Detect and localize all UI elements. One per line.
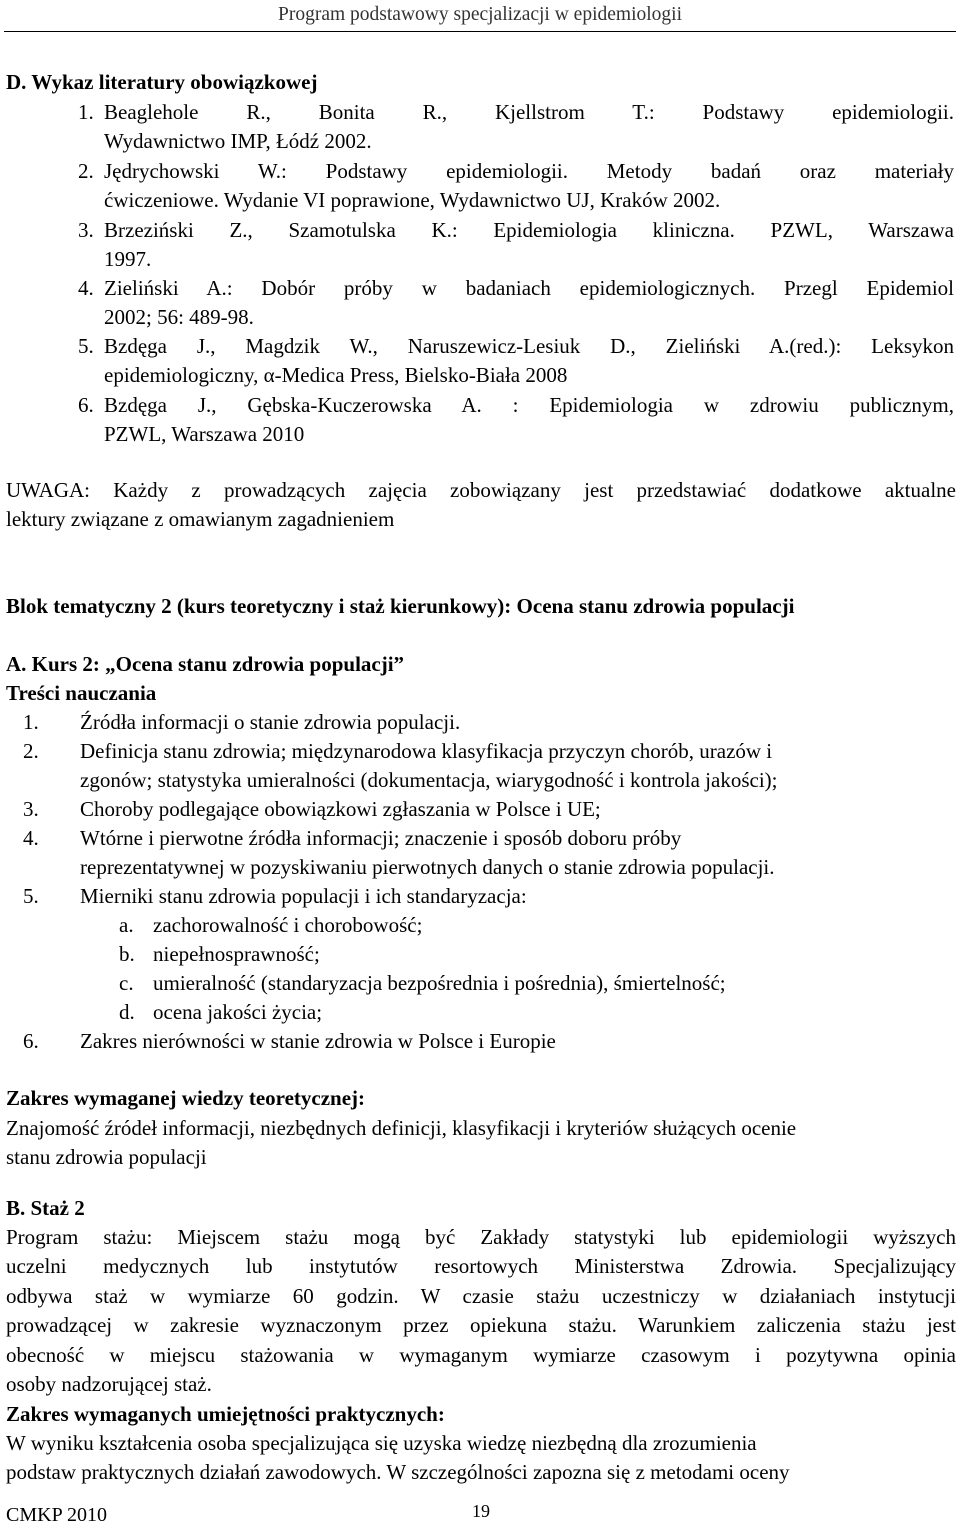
course-subitem-text: zachorowalność i chorobowość; <box>153 913 423 937</box>
course-title: A. Kurs 2: „Ocena stanu zdrowia populacji” <box>6 652 405 676</box>
literature-item-number: 4. <box>78 276 94 300</box>
literature-item-line: Zieliński A.: Dobór próby w badaniach epidemiologicznych. Przegl Epidemiol <box>104 276 954 300</box>
literature-item-line: Jędrychowski W.: Podstawy epidemiologii. Metody badań oraz materiały <box>104 159 954 183</box>
course-item-text: Źródła informacji o stanie zdrowia populacji. <box>80 710 461 734</box>
page-number: 19 <box>472 1501 490 1521</box>
knowledge-heading: Zakres wymaganej wiedzy teoretycznej: <box>6 1086 366 1110</box>
literature-item <box>78 216 954 275</box>
literature-item-line: Wydawnictwo IMP, Łódź 2002. <box>104 129 372 154</box>
course-item-number: 1. <box>23 710 39 734</box>
literature-note <box>6 476 956 535</box>
course-item-text: Mierniki stanu zdrowia populacji i ich standaryzacja: <box>80 884 527 908</box>
skills-paragraph <box>6 1429 956 1488</box>
literature-item-line: 2002; 56: 489-98. <box>104 305 254 330</box>
course-item-text: Wtórne i pierwotne źródła informacji; znaczenie i sposób doboru próby <box>80 826 682 850</box>
course-item-number: 2. <box>23 739 39 763</box>
skills-heading: Zakres wymaganych umiejętności praktycznych: <box>6 1402 445 1426</box>
literature-item-line: Brzeziński Z., Szamotulska K.: Epidemiologia kliniczna. PZWL, Warszawa <box>104 218 954 242</box>
header-rule <box>4 31 956 32</box>
course-item-number: 6. <box>23 1029 39 1053</box>
content-heading: Treści nauczania <box>6 681 157 705</box>
literature-item-number: 5. <box>78 334 94 358</box>
course-subitem-letter: a. <box>119 913 134 937</box>
course-item-number: 4. <box>23 826 39 850</box>
internship-program-line: prowadzącej w zakresie wyznaczonym przez opiekuna stażu. Warunkiem zaliczenia stażu jest <box>6 1313 956 1338</box>
knowledge-paragraph <box>6 1114 956 1173</box>
literature-note-line: UWAGA: Każdy z prowadzących zajęcia zobowiązany jest przedstawiać dodatkowe aktualne <box>6 478 956 502</box>
literature-item-line: epidemiologiczny, α-Medica Press, Bielsko-Biała 2008 <box>104 363 568 388</box>
block-title: Blok tematyczny 2 (kurs teoretyczny i staż kierunkowy): Ocena stanu zdrowia populacji <box>6 594 795 618</box>
literature-item-number: 1. <box>78 100 94 124</box>
internship-program <box>6 1223 956 1399</box>
course-subitem-text: umieralność (standaryzacja bezpośrednia i pośrednia), śmiertelność; <box>153 971 726 995</box>
course-item-number: 5. <box>23 884 39 908</box>
knowledge-line: stanu zdrowia populacji <box>6 1145 207 1170</box>
course-subitem-letter: c. <box>119 971 134 995</box>
course-item-continuation: reprezentatywnej w pozyskiwaniu pierwotnych danych o stanie zdrowia populacji. <box>80 855 775 879</box>
course-subitem-letter: b. <box>119 942 135 966</box>
course-item-continuation: zgonów; statystyka umieralności (dokumentacja, wiarygodność i kontrola jakości); <box>80 768 778 792</box>
course-subitem-letter: d. <box>119 1000 135 1024</box>
internship-program-line: osoby nadzorującej staż. <box>6 1372 212 1397</box>
literature-item-line: Bzdęga J., Magdzik W., Naruszewicz-Lesiuk D., Zieliński A.(red.): Leksykon <box>104 334 954 358</box>
course-item-text: Choroby podlegające obowiązkowi zgłaszania w Polsce i UE; <box>80 797 601 821</box>
literature-item <box>78 98 954 157</box>
literature-item <box>78 274 954 333</box>
literature-item <box>78 391 954 450</box>
literature-item-number: 2. <box>78 159 94 183</box>
literature-heading: D. Wykaz literatury obowiązkowej <box>6 70 318 94</box>
literature-item-line: ćwiczeniowe. Wydanie VI poprawione, Wydawnictwo UJ, Kraków 2002. <box>104 188 721 213</box>
course-subitem-text: ocena jakości życia; <box>153 1000 323 1024</box>
skills-line: W wyniku kształcenia osoba specjalizująca się uzyska wiedzę niezbędną dla zrozumienia <box>6 1431 757 1455</box>
literature-item-line: Bzdęga J., Gębska-Kuczerowska A. : Epidemiologia w zdrowiu publicznym, <box>104 393 954 417</box>
course-item-text: Definicja stanu zdrowia; międzynarodowa klasyfikacja przyczyn chorób, urazów i <box>80 739 773 763</box>
literature-note-line: lektury związane z omawianym zagadnieniem <box>6 507 395 532</box>
literature-item <box>78 332 954 391</box>
course-item-number: 3. <box>23 797 39 821</box>
footer-publisher: CMKP 2010 <box>6 1504 107 1526</box>
running-header: Program podstawowy specjalizacji w epidemiologii <box>278 4 682 25</box>
internship-program-line: obecność w miejscu stażowania w wymaganym wymiarze czasowym i pozytywna opinia <box>6 1342 956 1367</box>
skills-line: podstaw praktycznych działań zawodowych. W szczególności zapozna się z metodami oceny <box>6 1460 790 1485</box>
internship-program-line: uczelni medycznych lub instytutów resortowych Ministerstwa Zdrowia. Specjalizujący <box>6 1254 956 1279</box>
internship-program-line: odbywa staż w wymiarze 60 godzin. W czasie stażu uczestniczy w działaniach instytucji <box>6 1283 956 1308</box>
literature-item-line: 1997. <box>104 247 152 272</box>
literature-item-line: PZWL, Warszawa 2010 <box>104 422 305 447</box>
knowledge-line: Znajomość źródeł informacji, niezbędnych definicji, klasyfikacji i kryteriów służących ocenie <box>6 1116 797 1140</box>
internship-title: B. Staż 2 <box>6 1196 85 1220</box>
literature-item-number: 6. <box>78 393 94 417</box>
literature-item-line: Beaglehole R., Bonita R., Kjellstrom T.: Podstawy epidemiologii. <box>104 100 954 124</box>
literature-item-number: 3. <box>78 218 94 242</box>
course-item-text: Zakres nierówności w stanie zdrowia w Polsce i Europie <box>80 1029 556 1053</box>
course-subitem-text: niepełnosprawność; <box>153 942 320 966</box>
internship-program-line: Program stażu: Miejscem stażu mogą być Zakłady statystyki lub epidemiologii wyższych <box>6 1225 956 1249</box>
literature-item <box>78 157 954 216</box>
